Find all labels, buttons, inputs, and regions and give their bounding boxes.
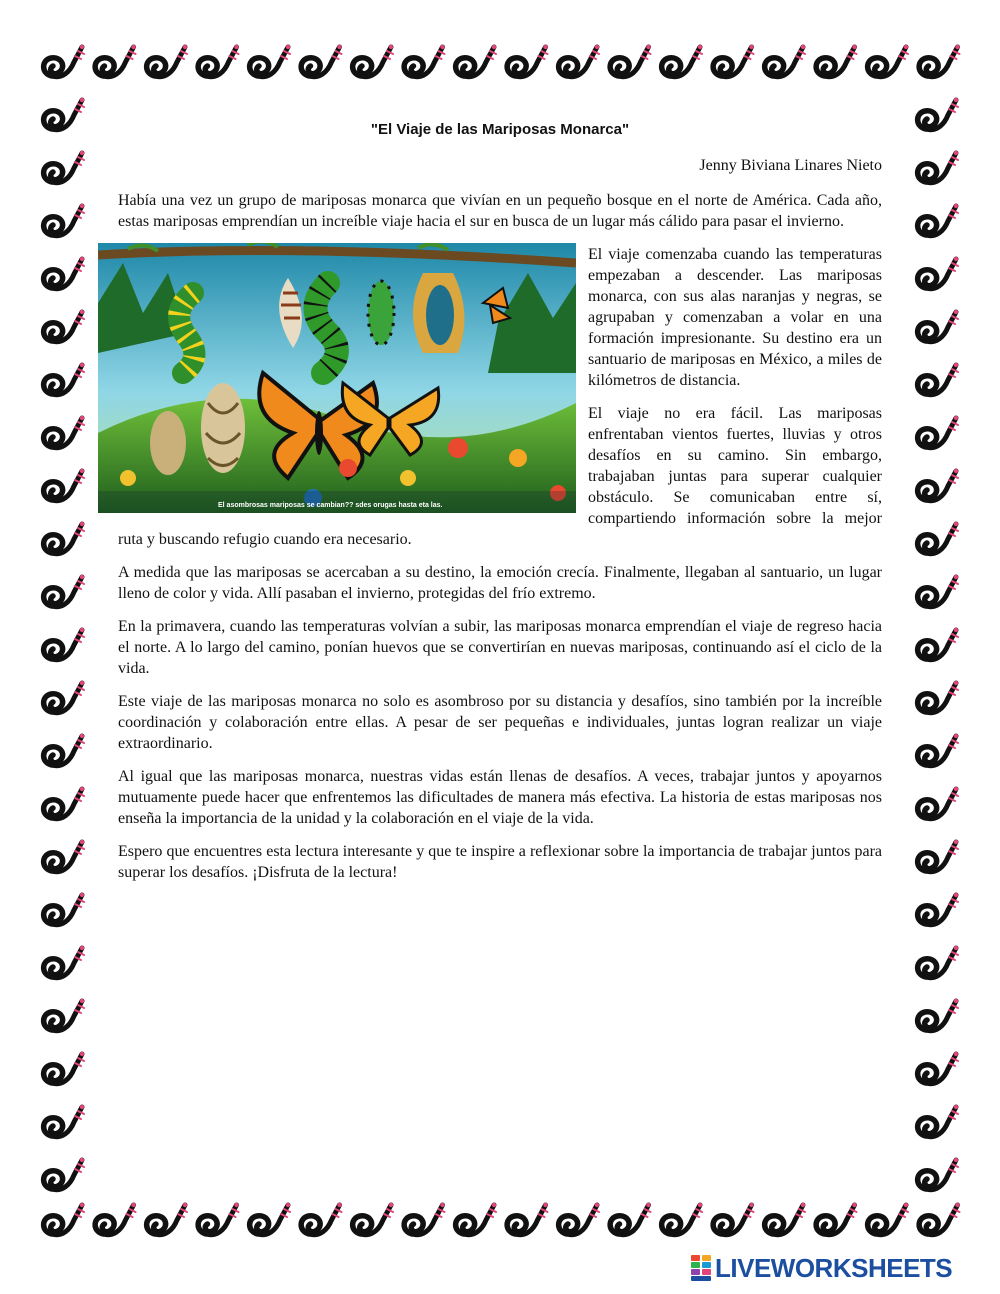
paragraph: El viaje no era fácil. Las mariposas enfrentaban vientos fuertes, lluvias y otros desafíos en su camino. Sin embargo, trabajaban juntas para superar cualquier obstáculo. Se comunicaban entre sí, compartiendo información sobre la mejor ruta y buscando refugio cuando era necesario. [118, 405, 882, 548]
spiral-swirl-icon [44, 416, 85, 448]
spiral-swirl-icon [662, 45, 703, 77]
spiral-swirl-icon [404, 45, 445, 77]
spiral-swirl-icon [713, 45, 754, 77]
spiral-swirl-icon [456, 1203, 497, 1235]
paragraph: Este viaje de las mariposas monarca no solo es asombroso por su distancia y desafíos, sino también por la increíble coordinación y colaboración entre ellas. A pesar de ser pequeñas e individuales, juntas logran realizar un viaje extraordinario. [118, 693, 882, 752]
spiral-swirl-icon [147, 45, 188, 77]
spiral-swirl-icon [404, 1203, 445, 1235]
spiral-swirl-icon [301, 1203, 342, 1235]
spiral-swirl-icon [765, 45, 806, 77]
spiral-swirl-icon [816, 1203, 857, 1235]
spiral-swirl-icon [198, 1203, 239, 1235]
spiral-swirl-icon [44, 1203, 85, 1235]
chrysalis-icon [368, 281, 394, 345]
spiral-swirl-icon [44, 204, 85, 236]
spiral-swirl-icon [250, 45, 291, 77]
liveworksheets-wordmark: LIVEWORKSHEETS [715, 1252, 953, 1283]
spiral-swirl-icon [918, 628, 959, 660]
paragraph: En la primavera, cuando las temperaturas volvían a subir, las mariposas monarca emprendían el viaje de regreso hacia el norte. A lo largo del camino, ponían huevos que se convertirían en nuevas mariposas, continuando así el ciclo de la vida. [118, 618, 882, 677]
liveworksheets-logo[interactable] [690, 1253, 952, 1283]
monarch-lifecycle-illustration [98, 243, 576, 513]
spiral-swirl-icon [610, 45, 651, 77]
spiral-swirl-icon [44, 575, 85, 607]
spiral-swirl-icon [918, 999, 959, 1031]
spiral-swirl-icon [918, 681, 959, 713]
paragraph: A medida que las mariposas se acercaban a su destino, la emoción crecía. Finalmente, llegaban al santuario, un lugar lleno de color y vida. Allí pasaban el invierno, protegidas del frío extremo. [118, 564, 882, 602]
spiral-swirl-icon [44, 257, 85, 289]
spiral-swirl-icon [918, 151, 959, 183]
spiral-swirl-icon [918, 893, 959, 925]
spiral-swirl-icon [559, 45, 600, 77]
paragraph: Espero que encuentres esta lectura interesante y que te inspire a reflexionar sobre la importancia de trabajar juntos para superar los desafíos. ¡Disfruta de la lectura! [118, 843, 882, 881]
lifecycle-image [98, 243, 576, 513]
spiral-swirl-icon [559, 1203, 600, 1235]
spiral-swirl-icon [44, 787, 85, 819]
spiral-swirl-icon [868, 1203, 909, 1235]
spiral-swirl-icon [918, 840, 959, 872]
spiral-swirl-icon [610, 1203, 651, 1235]
paragraph: Al igual que las mariposas monarca, nuestras vidas están llenas de desafíos. A veces, trabajar juntos y apoyarnos mutuamente puede hacer que enfrentemos las dificultades de manera más efectiva. La historia de estas mariposas nos enseña la importancia de la unidad y la colaboración en el viaje de la vida. [118, 768, 882, 827]
spiral-swirl-icon [44, 1105, 85, 1137]
spiral-swirl-icon [662, 1203, 703, 1235]
paragraph: Había una vez un grupo de mariposas monarca que vivían en un pequeño bosque en el norte de América. Cada año, estas mariposas emprendían un increíble viaje hacia el sur en busca de un lugar más cálido para pasar el invierno. [118, 192, 882, 230]
spiral-swirl-icon [44, 522, 85, 554]
spiral-swirl-icon [44, 469, 85, 501]
spiral-swirl-icon [95, 1203, 136, 1235]
image-caption: El asombrosas mariposas se cambian?? sdes orugas hasta eta las. [218, 502, 443, 509]
spiral-swirl-icon [765, 1203, 806, 1235]
spiral-swirl-icon [919, 45, 960, 77]
spiral-swirl-icon [44, 681, 85, 713]
spiral-swirl-icon [44, 628, 85, 660]
spiral-swirl-icon [507, 1203, 548, 1235]
spiral-swirl-icon [44, 734, 85, 766]
spiral-swirl-icon [919, 1203, 960, 1235]
spiral-swirl-icon [713, 1203, 754, 1235]
spiral-swirl-icon [918, 1105, 959, 1137]
spiral-swirl-icon [44, 999, 85, 1031]
spiral-swirl-icon [44, 1052, 85, 1084]
paragraph: El viaje comenzaba cuando las temperaturas empezaban a descender. Las mariposas monarca, con sus alas naranjas y negras, se agrupaban y comenzaban a volar en una formación impresionante. Su destino era un santuario de mariposas en México, a miles de kilómetros de distancia. [588, 246, 882, 389]
page-title: "El Viaje de las Mariposas Monarca" [370, 121, 630, 138]
spiral-swirl-icon [868, 45, 909, 77]
open-chrysalis-icon [413, 273, 464, 353]
spiral-swirl-icon [250, 1203, 291, 1235]
spiral-swirl-icon [198, 45, 239, 77]
spiral-swirl-icon [44, 1158, 85, 1190]
spiral-swirl-icon [918, 363, 959, 395]
liveworksheets-logo-icon [690, 1255, 712, 1281]
spiral-swirl-icon [456, 45, 497, 77]
spiral-swirl-icon [918, 946, 959, 978]
spiral-swirl-icon [918, 787, 959, 819]
spiral-swirl-icon [353, 45, 394, 77]
spiral-swirl-icon [918, 522, 959, 554]
spiral-swirl-icon [353, 1203, 394, 1235]
spiral-swirl-icon [44, 45, 85, 77]
spiral-swirl-icon [918, 1052, 959, 1084]
spiral-swirl-icon [918, 469, 959, 501]
spiral-swirl-icon [918, 310, 959, 342]
spiral-swirl-icon [44, 363, 85, 395]
spiral-swirl-icon [44, 310, 85, 342]
spiral-swirl-icon [816, 45, 857, 77]
spiral-swirl-icon [147, 1203, 188, 1235]
spiral-swirl-icon [95, 45, 136, 77]
author-name: Jenny Biviana Linares Nieto [699, 157, 882, 174]
spiral-swirl-icon [44, 840, 85, 872]
spiral-swirl-icon [44, 151, 85, 183]
spiral-swirl-icon [44, 893, 85, 925]
spiral-swirl-icon [918, 575, 959, 607]
spiral-swirl-icon [918, 1158, 959, 1190]
spiral-swirl-icon [918, 204, 959, 236]
spiral-swirl-icon [918, 416, 959, 448]
spiral-swirl-icon [44, 946, 85, 978]
spiral-swirl-icon [301, 45, 342, 77]
spiral-swirl-icon [507, 45, 548, 77]
story-body [118, 190, 882, 895]
spiral-swirl-icon [918, 734, 959, 766]
caterpillar-icon [179, 293, 194, 373]
spiral-swirl-icon [918, 257, 959, 289]
